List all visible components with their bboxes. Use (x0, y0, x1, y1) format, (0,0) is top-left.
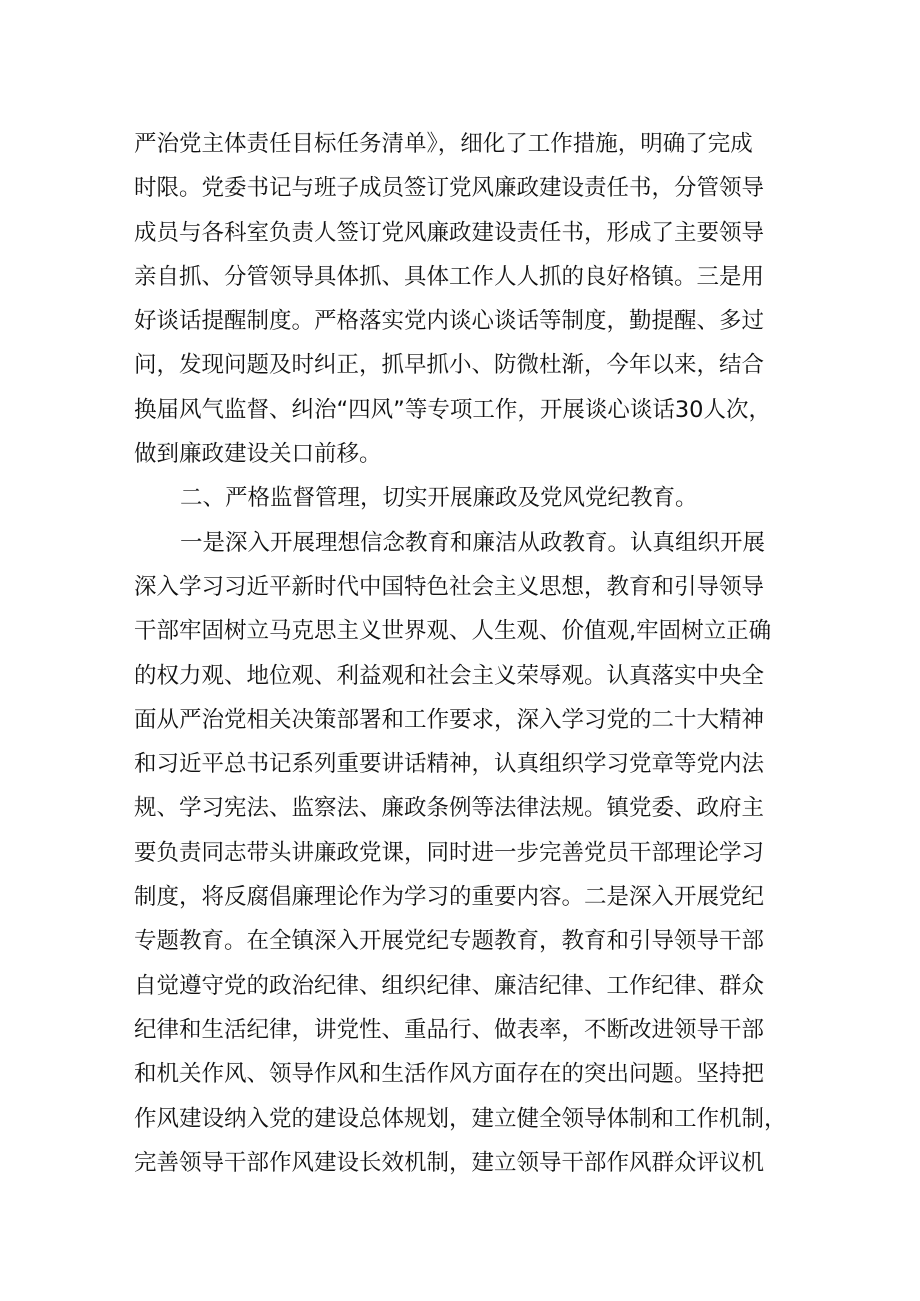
text-line: 问，发现问题及时纠正，抓早抓小、防微杜渐，今年以来，结合 (134, 352, 765, 379)
text-line: 自觉遵守党的政治纪律、组织纪律、廉洁纪律、工作纪律、群众 (134, 972, 765, 999)
paragraph-first-line: 一是深入开展理想信念教育和廉洁从政教育。认真组织开展 (180, 529, 766, 556)
text-line: 做到廉政建设关口前移。 (134, 441, 382, 468)
text-line: 时限。党委书记与班子成员签订党风廉政建设责任书，分管领导 (134, 175, 765, 202)
text-line: 干部牢固树立马克思主义世界观、人生观、价值观,牢固树立正确 (134, 618, 772, 645)
text-line: 作风建设纳入党的建设总体规划，建立健全领导体制和工作机制， (134, 1105, 787, 1132)
text-line: 成员与各科室负责人签订党风廉政建设责任书，形成了主要领导 (134, 219, 765, 246)
text-line: 专题教育。在全镇深入开展党纪专题教育，教育和引导领导干部 (134, 928, 765, 955)
text-line: 纪律和生活纪律，讲党性、重品行、做表率，不断改进领导干部 (134, 1016, 765, 1043)
text-line: 亲自抓、分管领导具体抓、具体工作人人抓的良好格镇。三是用 (134, 263, 765, 290)
text-line: 的权力观、地位观、利益观和社会主义荣辱观。认真落实中央全 (134, 662, 765, 689)
section-heading: 二、严格监督管理，切实开展廉政及党风党纪教育。 (180, 485, 698, 512)
text-line: 好谈话提醒制度。严格落实党内谈心谈话等制度，勤提醒、多过 (134, 308, 765, 335)
text-line: 面从严治党相关决策部署和工作要求，深入学习党的二十大精神 (134, 706, 765, 733)
text-line: 完善领导干部作风建设长效机制，建立领导干部作风群众评议机 (134, 1149, 765, 1176)
text-line: 深入学习习近平新时代中国特色社会主义思想，教育和引导领导 (134, 573, 765, 600)
text-line: 和习近平总书记系列重要讲话精神，认真组织学习党章等党内法 (134, 751, 765, 778)
text-line: 制度，将反腐倡廉理论作为学习的重要内容。二是深入开展党纪 (134, 884, 765, 911)
text-line: 规、学习宪法、监察法、廉政条例等法律法规。镇党委、政府主 (134, 795, 765, 822)
text-line: 和机关作风、领导作风和生活作风方面存在的突出问题。坚持把 (134, 1061, 765, 1088)
document-body (134, 122, 814, 1185)
text-line: 要负责同志带头讲廉政党课，同时进一步完善党员干部理论学习 (134, 839, 765, 866)
text-line: 换届风气监督、纠治“四风”等专项工作，开展谈心谈话30人次， (134, 396, 771, 423)
text-line: 严治党主体责任目标任务清单》，细化了工作措施，明确了完成 (134, 131, 753, 157)
